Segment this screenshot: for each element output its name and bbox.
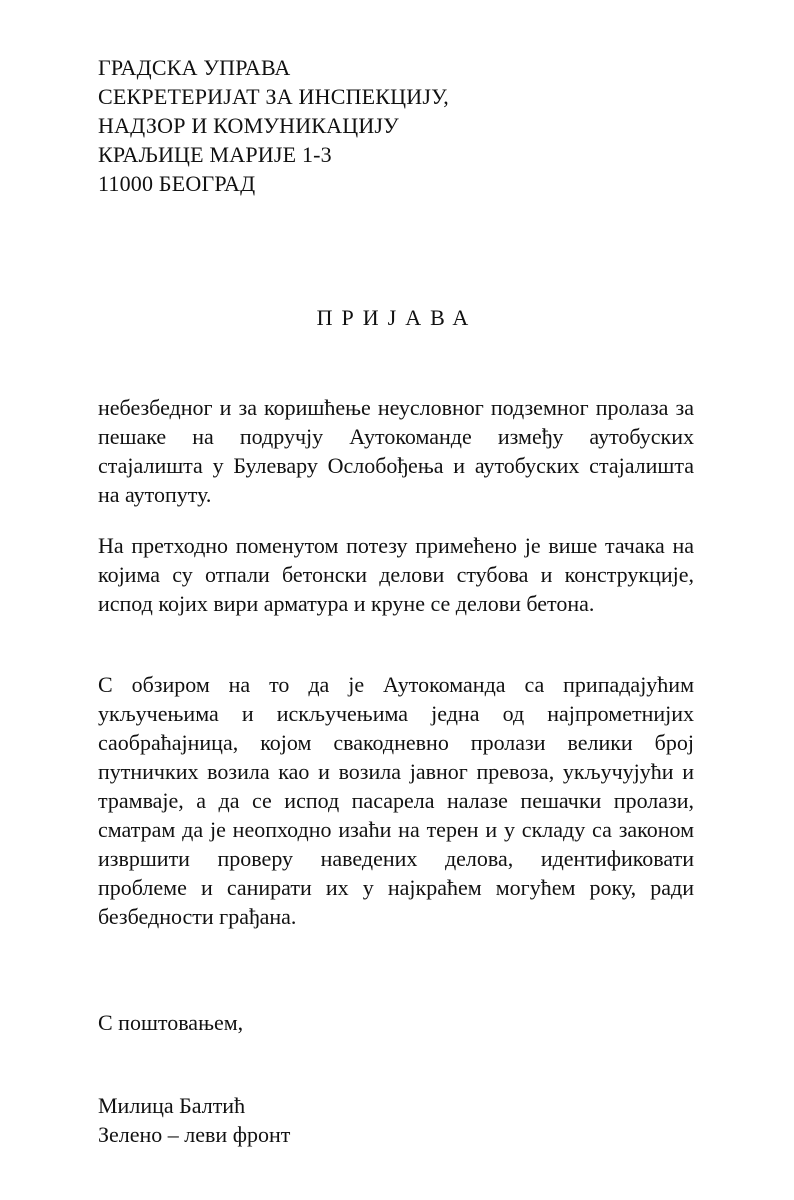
address-line-department: НАДЗОР И КОМУНИКАЦИЈУ <box>98 113 399 138</box>
address-line-city: 11000 БЕОГРАД <box>98 171 256 196</box>
address-line-street: КРАЉИЦЕ МАРИЈЕ 1-3 <box>98 142 332 167</box>
paragraph-1: небезбедног и за коришћење неусловног подземног пролаза за пешаке на подручју Аутокоманде између аутобуских стајалишта у Булевару Ослобођења и аутобуских стајалишта на аутопуту. <box>98 395 694 507</box>
paragraph-3: С обзиром на то да је Аутокоманда са припадајућим укључењима и искључењима једна од најпрометнијих саобраћајница, којом свакодневно пролази велики број путничких возила као и возила јавног превоза, укључујући и трамваје, а да се испод пасарела налазе пешачки пролази, сматрам да је неопходно изаћи на терен и у складу са законом извршити проверу наведених делова, идентификовати проблеме и санирати их у најкраћем могућем року, ради безбедности грађана. <box>98 672 694 929</box>
address-line-institution: ГРАДСКА УПРАВА <box>98 55 291 80</box>
paragraph-2: На претходно поменутом потезу примећено је више тачака на којима су отпали бетонски делови стубова и конструкције, испод којих вири арматура и круне се делови бетона. <box>98 533 694 616</box>
recipient-address-block <box>98 53 449 198</box>
address-line-secretariat: СЕКРЕТЕРИЈАТ ЗА ИНСПЕКЦИЈУ, <box>98 84 449 109</box>
signer-name: Милица Балтић <box>98 1093 246 1118</box>
closing-salutation: С поштовањем, <box>98 1010 244 1035</box>
signature-block <box>98 1091 290 1149</box>
document-title: ПРИЈАВА <box>316 305 478 330</box>
signer-organization: Зелено – леви фронт <box>98 1122 291 1147</box>
